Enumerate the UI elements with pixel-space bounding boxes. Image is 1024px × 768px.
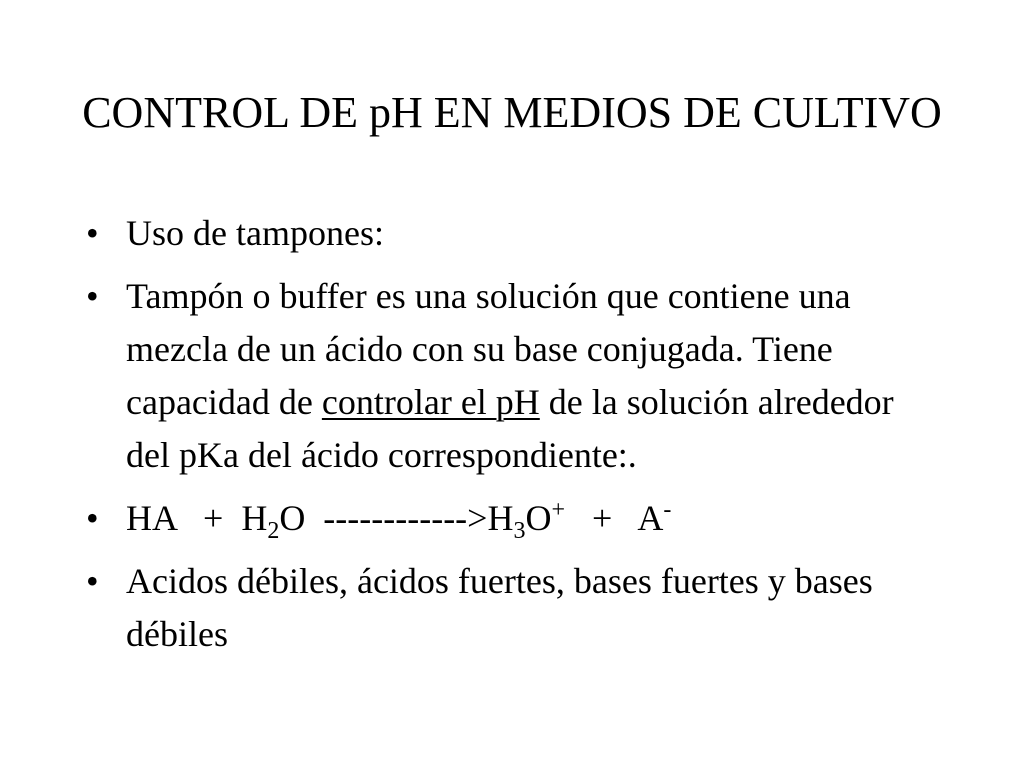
bullet-text-part: Tampón o buffer es una solución que contiene una mezcla de un ácido con su base conjugada. Tiene capacidad de bbox=[126, 276, 851, 422]
bullet-item bbox=[86, 270, 946, 482]
equation-part: + A bbox=[565, 498, 664, 538]
equation-superscript: - bbox=[663, 497, 672, 523]
bullet-text: Acidos débiles, ácidos fuertes, bases fuertes y bases débiles bbox=[126, 561, 873, 654]
bullet-dot-icon: • bbox=[86, 498, 99, 538]
bullet-dot-icon: • bbox=[86, 561, 99, 601]
bullet-list bbox=[86, 207, 946, 671]
bullet-item bbox=[86, 555, 946, 661]
bullet-dot-icon: • bbox=[86, 213, 99, 253]
slide-title: CONTROL DE pH EN MEDIOS DE CULTIVO bbox=[82, 88, 942, 137]
bullet-text: Uso de tampones: bbox=[126, 213, 384, 253]
bullet-item bbox=[86, 207, 946, 260]
equation-part: O bbox=[525, 498, 552, 538]
equation-subscript: 2 bbox=[267, 518, 280, 545]
underlined-phrase: controlar el pH bbox=[321, 382, 540, 422]
equation-superscript: + bbox=[551, 497, 566, 523]
bullet-text-part: de la solución alrededor del pKa del ácido correspondiente:. bbox=[126, 382, 894, 475]
equation bbox=[126, 497, 672, 545]
equation-part: O ------------>H bbox=[279, 498, 514, 538]
equation-part: HA + H bbox=[126, 498, 268, 538]
equation-subscript: 3 bbox=[513, 518, 526, 545]
bullet-item-equation bbox=[86, 492, 946, 545]
bullet-dot-icon: • bbox=[86, 276, 99, 316]
